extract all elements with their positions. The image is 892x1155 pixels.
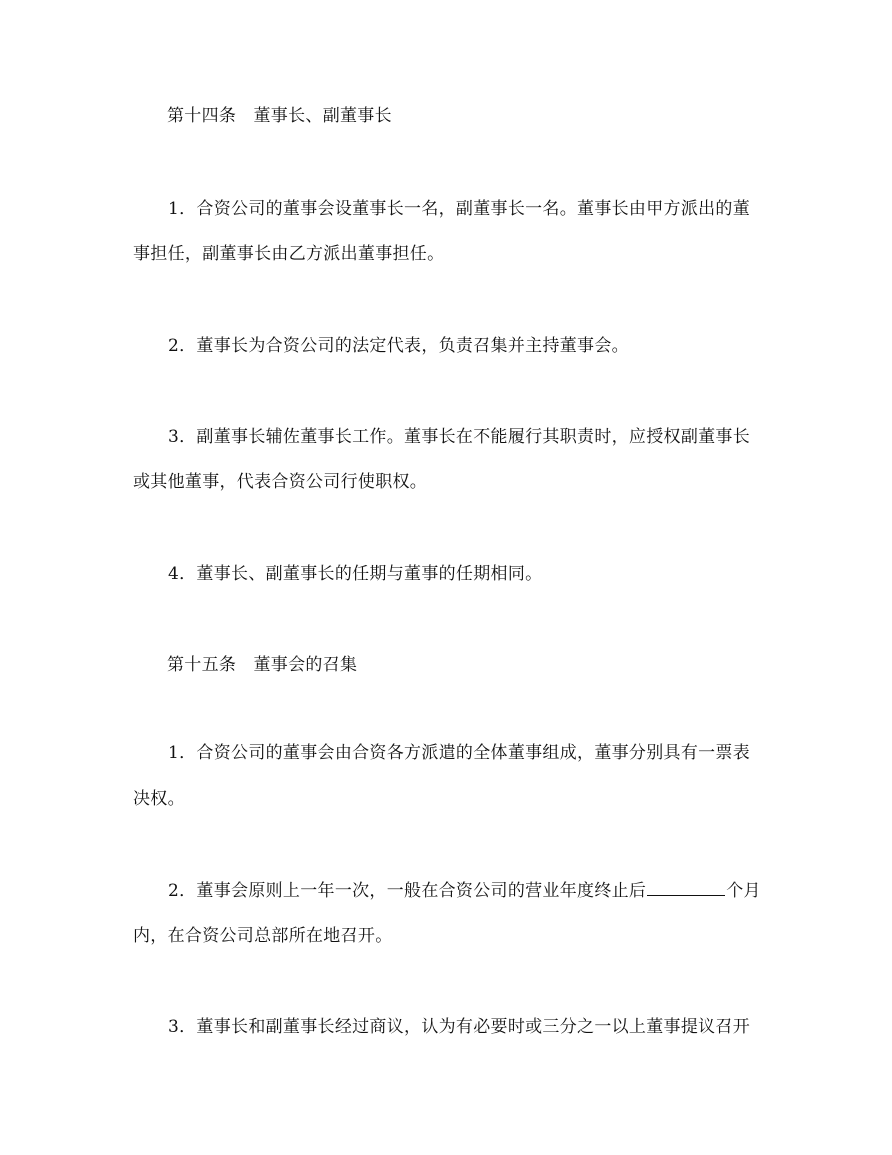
- article-14-item-3-line-2: 或其他董事，代表合资公司行使职权。: [133, 472, 428, 492]
- article-15-item-1-line-2: 决权。: [133, 789, 185, 809]
- article-15-item-2-text-after-blank: 个月: [726, 881, 761, 901]
- fill-in-blank: [647, 879, 725, 896]
- article-15-item-1-line-1: 1．合资公司的董事会由合资各方派遣的全体董事组成，董事分别具有一票表: [168, 743, 751, 763]
- article-15-item-2-line-2: 内，在合资公司总部所在地召开。: [133, 926, 393, 946]
- article-14-item-2-line-1: 2．董事长为合资公司的法定代表，负责召集并主持董事会。: [168, 336, 629, 356]
- article-14-item-3-line-1: 3．副董事长辅佐董事长工作。董事长在不能履行其职责时，应授权副董事长: [168, 427, 751, 447]
- article-15-item-2-text-before-blank: 2．董事会原则上一年一次，一般在合资公司的营业年度终止后: [168, 881, 647, 901]
- article-15-item-3-line-1: 3．董事长和副董事长经过商议，认为有必要时或三分之一以上董事提议召开: [168, 1017, 751, 1037]
- article-14-heading: 第十四条 董事长、副董事长: [167, 106, 392, 126]
- article-14-item-1-line-1: 1．合资公司的董事会设董事长一名，副董事长一名。董事长由甲方派出的董: [168, 199, 751, 219]
- article-15-heading: 第十五条 董事会的召集: [167, 655, 358, 675]
- article-14-item-1-line-2: 事担任，副董事长由乙方派出董事担任。: [133, 244, 445, 264]
- article-14-item-4-line-1: 4．董事长、副董事长的任期与董事的任期相同。: [168, 564, 543, 584]
- article-15-item-2-line-1: [168, 879, 761, 902]
